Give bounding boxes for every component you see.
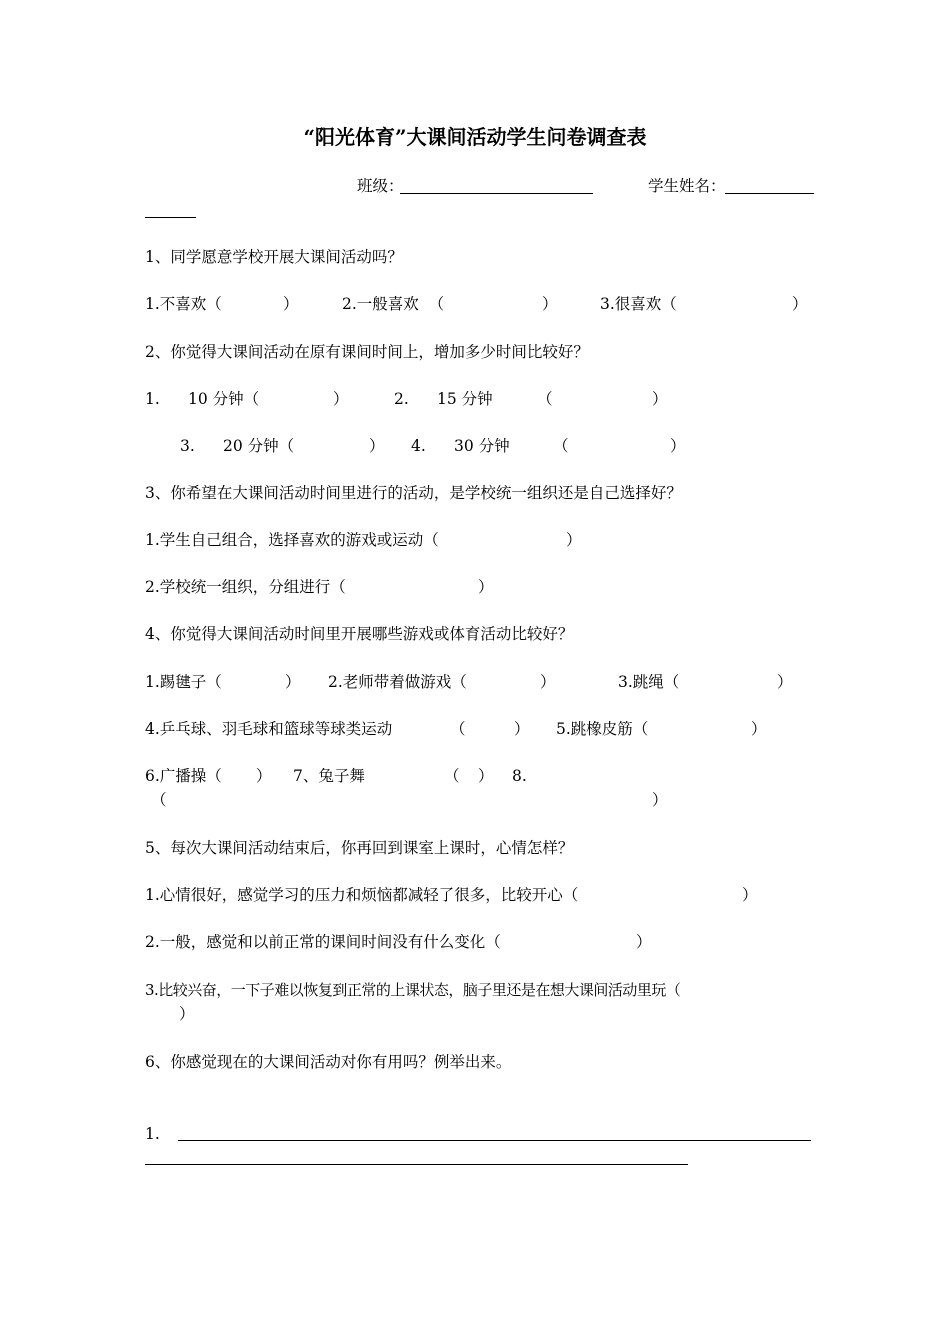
class-label: 班级： bbox=[357, 177, 404, 195]
student-name-field[interactable] bbox=[725, 193, 814, 194]
question-2: 2、你觉得大课间活动在原有课间时间上，增加多少时间比较好？ bbox=[145, 343, 589, 361]
q2-option-1-number: 1. bbox=[145, 390, 160, 408]
q2-option-4-open: （ bbox=[553, 437, 569, 455]
question-1: 1、同学愿意学校开展大课间活动吗？ bbox=[145, 248, 403, 266]
q2-option-2-close: ） bbox=[652, 390, 668, 408]
q4-option-7-close: ） bbox=[478, 767, 494, 785]
q1-option-2-close: ） bbox=[542, 295, 558, 313]
q4-option-7[interactable]: 7、兔子舞 bbox=[293, 767, 365, 785]
q2-option-3[interactable]: 20 分钟（ bbox=[223, 437, 295, 455]
q4-option-6-close: ） bbox=[256, 767, 272, 785]
q4-option-4-close: ） bbox=[514, 720, 530, 738]
q3-option-2-close: ） bbox=[478, 578, 494, 596]
q5-option-2[interactable]: 2.一般，感觉和以前正常的课间时间没有什么变化（ bbox=[145, 933, 501, 951]
q4-option-7-open: （ bbox=[444, 767, 460, 785]
question-5: 5、每次大课间活动结束后，你再回到课室上课时，心情怎样？ bbox=[145, 839, 574, 857]
student-name-field-continued[interactable] bbox=[145, 217, 196, 218]
question-4: 4、你觉得大课间活动时间里开展哪些游戏或体育活动比较好？ bbox=[145, 625, 574, 643]
q4-option-5-close: ） bbox=[751, 720, 767, 738]
q1-option-2[interactable]: 2.一般喜欢 （ bbox=[342, 295, 445, 313]
q5-option-3[interactable]: 3.比较兴奋，一下子难以恢复到正常的上课状态，脑子里还是在想大课间活动里玩（ bbox=[145, 981, 681, 999]
student-name-label: 学生姓名： bbox=[648, 177, 726, 195]
q2-option-1[interactable]: 10 分钟（ bbox=[188, 390, 260, 408]
q5-option-1[interactable]: 1.心情很好，感觉学习的压力和烦恼都减轻了很多，比较开心（ bbox=[145, 886, 579, 904]
q2-option-3-number: 3. bbox=[180, 437, 195, 455]
q4-option-8[interactable]: 8. bbox=[512, 767, 527, 785]
q4-option-4-open: （ bbox=[450, 720, 466, 738]
q5-option-1-close: ） bbox=[742, 886, 758, 904]
q4-option-1-close: ） bbox=[285, 673, 301, 691]
q4-option-3-close: ） bbox=[777, 673, 793, 691]
q2-option-2-open: （ bbox=[537, 390, 553, 408]
page-title: “阳光体育”大课间活动学生问卷调查表 bbox=[303, 125, 647, 149]
q4-option-5[interactable]: 5.跳橡皮筋（ bbox=[556, 720, 649, 738]
q4-option-4[interactable]: 4.乒乓球、羽毛球和篮球等球类运动 bbox=[145, 720, 393, 738]
q6-answer-number: 1. bbox=[145, 1125, 160, 1143]
q3-option-1[interactable]: 1.学生自己组合，选择喜欢的游戏或运动（ bbox=[145, 531, 439, 549]
q1-option-1[interactable]: 1.不喜欢（ bbox=[145, 295, 222, 313]
q2-option-2-number: 2. bbox=[394, 390, 409, 408]
q3-option-2[interactable]: 2.学校统一组织，分组进行（ bbox=[145, 578, 346, 596]
q5-option-3-close: ） bbox=[179, 1005, 195, 1023]
q1-option-3[interactable]: 3.很喜欢（ bbox=[600, 295, 677, 313]
q4-option-8-open: （ bbox=[151, 791, 167, 809]
question-3: 3、你希望在大课间活动时间里进行的活动，是学校统一组织还是自己选择好？ bbox=[145, 484, 682, 502]
q6-answer-line-1[interactable] bbox=[178, 1140, 811, 1141]
q2-option-4[interactable]: 30 分钟 bbox=[454, 437, 510, 455]
q4-option-2-close: ） bbox=[540, 673, 556, 691]
q1-option-1-close: ） bbox=[283, 295, 299, 313]
q3-option-1-close: ） bbox=[566, 531, 582, 549]
q4-option-3[interactable]: 3.跳绳（ bbox=[618, 673, 680, 691]
q1-option-3-close: ） bbox=[792, 295, 808, 313]
class-field[interactable] bbox=[400, 193, 593, 194]
q4-option-2[interactable]: 2.老师带着做游戏（ bbox=[328, 673, 467, 691]
q2-option-2[interactable]: 15 分钟 bbox=[437, 390, 493, 408]
question-6: 6、你感觉现在的大课间活动对你有用吗？例举出来。 bbox=[145, 1053, 512, 1071]
q2-option-1-close: ） bbox=[333, 390, 349, 408]
q2-option-4-number: 4. bbox=[411, 437, 426, 455]
q2-option-3-close: ） bbox=[369, 437, 385, 455]
q4-option-8-close: ） bbox=[652, 791, 668, 809]
q6-answer-line-2[interactable] bbox=[145, 1164, 688, 1165]
q2-option-4-close: ） bbox=[670, 437, 686, 455]
q4-option-6[interactable]: 6.广播操（ bbox=[145, 767, 222, 785]
q5-option-2-close: ） bbox=[636, 933, 652, 951]
q4-option-1[interactable]: 1.踢毽子（ bbox=[145, 673, 222, 691]
